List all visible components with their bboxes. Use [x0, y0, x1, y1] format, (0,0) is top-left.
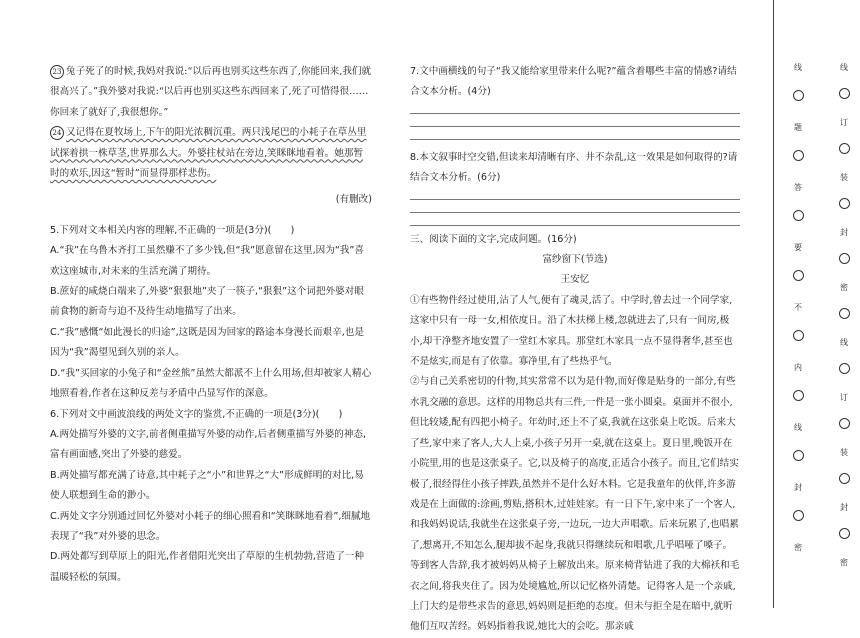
binding-char: 线 [794, 423, 802, 432]
left-column [50, 62, 372, 588]
binding-circle [792, 450, 804, 461]
question-5-option-d[interactable]: D.“我”买回家的小兔子和“金丝熊”虽然大都派不上什么用场,但却被家人精心地照看着,作者在这种反差与矛盾中凸显写作的深意。 [50, 367, 372, 400]
binding-circle [838, 88, 850, 99]
passage-paragraph-2: ②与自己关系密切的什物,其实常常不以为是什物,而好像是贴身的一部分,有些水乳交融的意思。这样的用物总共有三件,一件是一张小圆桌。桌面并不很小,但比较矮,配有四把小椅子。年幼时,还上不了桌,我就在这张桌上吃饭。后来大了些,家中来了客人,大人上桌,小孩子另开一桌,就在这桌上。夏日里,晚饭开在小院里,用的也是这张桌子。它,以及椅子的高度,正适合小孩子。而且,它们结实极了,很经得住小孩子摔跌,虽然并不是什么好木料。它是我童年的伙伴,许多游戏是在上面做的:涂画,剪贴,搭积木,过娃娃家。有一日下午,家中来了一个客人,和我妈妈说话,我就坐在这张桌子旁,一边玩,一边大声唱歌。后来玩累了,也唱累了,想离开,不知怎么,腿却拔不起身,我就只得继续玩和唱歌,几乎唱哑了嗓子。等到客人告辞,我才被妈妈从椅子上解放出来。原来椅背钻进了我的大棉袄和毛衣之间,将我夹住了。因为处境尴尬,所以记忆格外清楚。记得客人是一个亲戚,上门大约是带些求告的意思,妈妈则是拒绝的态度。但未与拒全是在暗中,就听他们互叹苦经。妈妈指着我说,她比大的会吃。那亲戚 [410, 376, 740, 633]
binding-circle [792, 510, 804, 521]
binding-circle [838, 253, 850, 264]
binding-char: 订 [840, 393, 848, 402]
binding-char: 封 [794, 483, 802, 492]
question-6-option-a[interactable]: A.两处描写外婆的文字,前者侧重描写外婆的动作,后者侧重描写外婆的神态,富有画面感,突出了外婆的慈爱。 [50, 428, 366, 461]
question-6-option-d[interactable]: D.两处都写到草原上的阳光,作者借阳光突出了草原的生机勃勃,营造了一种温暖轻松的氛围。 [50, 551, 364, 583]
question-6-option-b[interactable]: B.两处描写都充满了诗意,其中耗子之“小”和世界之“大”形成鲜明的对比,易使人联想到生命的渺小。 [50, 469, 364, 502]
question-5-option-b[interactable]: B.蔗好的咸烧白端来了,外婆“狠狠地”夹了一筷子,“狠狠”这个词把外婆对眼前食物的新奇与迫不及待生动地描写了出来。 [50, 286, 364, 318]
answer-line[interactable] [410, 225, 740, 226]
answer-line[interactable] [410, 113, 740, 114]
binding-circle [838, 363, 850, 374]
binding-circle [838, 308, 850, 319]
binding-char: 答 [794, 183, 802, 192]
binding-char: 不 [794, 303, 802, 312]
answer-area-q8[interactable] [410, 199, 740, 226]
paragraph-number-23: 23 [50, 65, 64, 79]
binding-char: 线 [794, 63, 802, 72]
binding-char: 封 [840, 503, 848, 512]
binding-circle [838, 418, 850, 429]
binding-char: 线 [840, 63, 848, 72]
question-6-option-c[interactable]: C.两处文字分别通过回忆外婆对小耗子的细心照看和“笑眯眯地看着”,细腻地表现了“我”对外婆的思念。 [50, 510, 371, 542]
binding-char: 要 [794, 243, 802, 252]
binding-circle [792, 390, 804, 401]
binding-strip [790, 0, 860, 608]
binding-char: 密 [840, 283, 848, 292]
binding-line [773, 0, 774, 608]
question-5-option-c[interactable]: C.“我”感慨“如此漫长的归途”,这既是因为回家的路途本身漫长而艰辛,也是因为“我”渴望见到久别的亲人。 [50, 326, 364, 359]
right-column [410, 62, 740, 638]
answer-line[interactable] [410, 126, 740, 127]
binding-circle [792, 90, 804, 101]
binding-circle [838, 143, 850, 154]
passage-paragraph-23: 23 兔子死了的时候,我妈对我说:“以后再也别买这些东西了,你能回来,我们就很高兴了。”我外婆对我说:“以后再也别买这些东西回来了,死了可惜得很……你回来了就好了,我很想你。” [50, 66, 372, 118]
passage-paragraph-24 [50, 123, 372, 184]
binding-circle [838, 198, 850, 209]
binding-char: 题 [794, 123, 802, 132]
answer-line[interactable] [410, 212, 740, 213]
binding-circle [838, 473, 850, 484]
paragraph-number-24: 24 [50, 126, 64, 140]
binding-char: 封 [840, 228, 848, 237]
binding-char: 密 [840, 558, 848, 567]
question-5-stem: 5.下列对文本相关内容的理解,不正确的一项是(3分)( ) [50, 224, 295, 236]
question-7-stem: 7.文中画横线的句子“我又能给家里带来什么呢?”蕴含着哪些丰富的情感?请结合文本分析。(4分) [410, 66, 737, 98]
answer-area-q7[interactable] [410, 113, 740, 140]
binding-circle [792, 330, 804, 341]
wavy-underlined-text: 又记得在夏牧场上,下午的阳光浓稠沉重。两只浅尾巴的小耗子在草丛里试探着拱一株草茎,世界那么大。外婆拄杖站在旁边,笑眯眯地看着。她那暂时的欢乐,因这“暂时”而显得那样悲伤。 [50, 127, 367, 180]
section-3-heading: 三、阅读下面的文字,完成问题。(16分) [410, 233, 577, 245]
passage-author: 王安忆 [560, 274, 590, 286]
binding-char: 密 [794, 543, 802, 552]
binding-circle [838, 528, 850, 539]
question-8-stem: 8.本文叙事时空交错,但读来却清晰有序、井不杂乱,这一效果是如何取得的?请结合文本分析。(6分) [410, 151, 738, 184]
passage-title: 富纱窗下(节选) [542, 254, 608, 266]
binding-circle [792, 150, 804, 161]
binding-char: 订 [840, 118, 848, 127]
passage-paragraph-1: ①有些物件经过使用,沾了人气,便有了魂灵,活了。中学时,曾去过一个同学家,这家中只有一母一女,相依度日。沿了木扶梯上楼,忽就进去了,只有一间房,极小,却干净整齐地安置了一堂红木家具。那堂红木家具一点不显得奢华,甚至也不是炫实,而是有了依靠。寡净里,有了些热乎气。 [410, 294, 733, 368]
binding-char: 内 [794, 363, 802, 372]
binding-char: 装 [840, 173, 848, 182]
answer-line[interactable] [410, 139, 740, 140]
binding-circle [792, 210, 804, 221]
binding-circle [792, 270, 804, 281]
source-note: (有删改) [335, 194, 372, 206]
binding-char: 线 [840, 338, 848, 347]
answer-line[interactable] [410, 199, 740, 200]
question-6-stem: 6.下列对文中画波浪线的两处文字的鉴赏,不正确的一项是(3分)( ) [50, 408, 343, 420]
binding-char: 装 [840, 448, 848, 457]
question-5-option-a[interactable]: A.“我”在乌鲁木齐打工虽然赚不了多少钱,但“我”愿意留在这里,因为“我”喜欢这座城市,对未来的生活充满了期待。 [50, 245, 364, 277]
